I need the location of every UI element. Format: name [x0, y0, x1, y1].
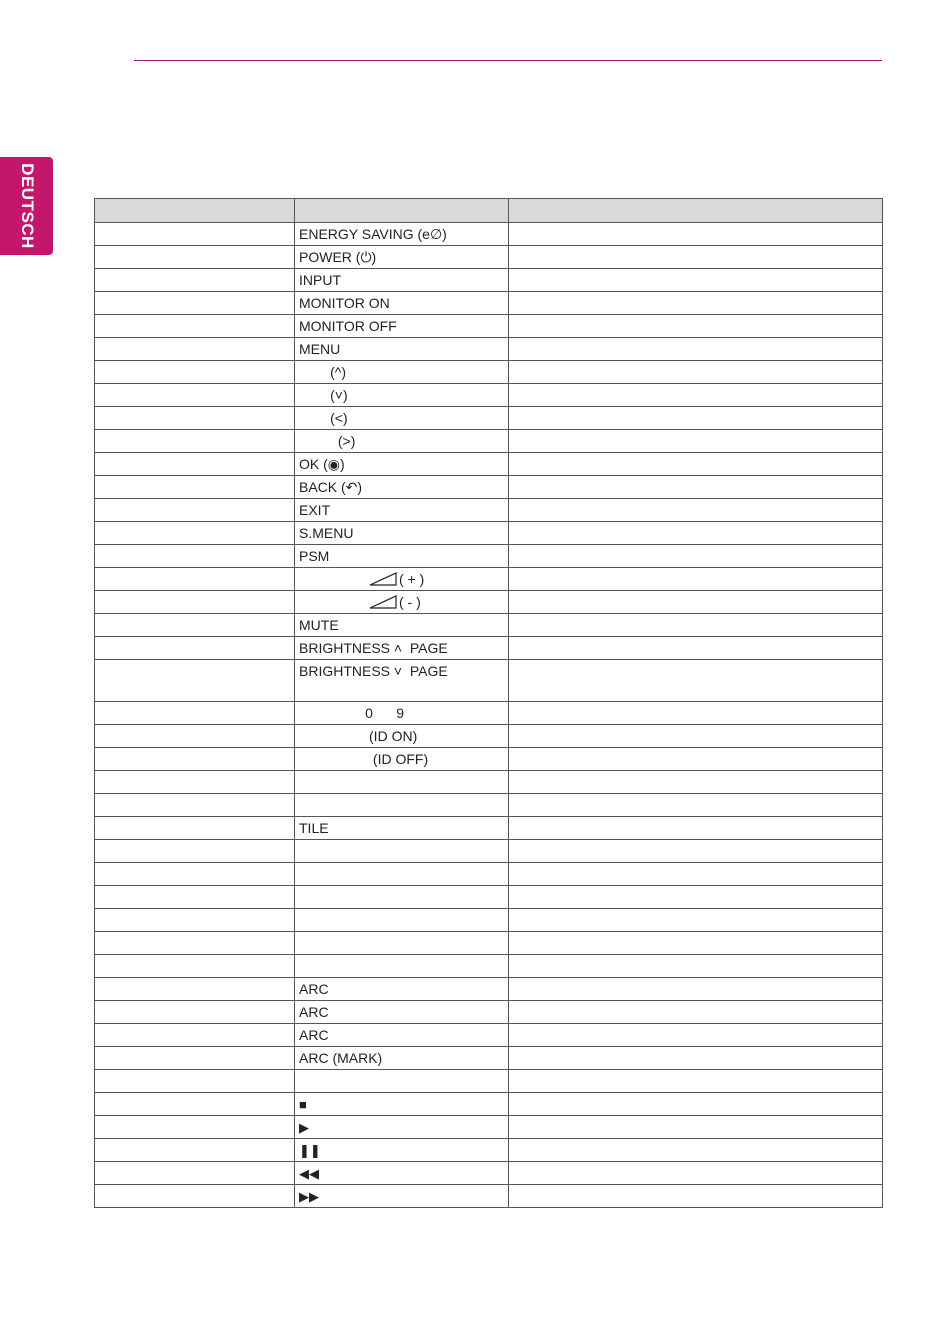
function-cell — [95, 1024, 295, 1047]
table-row — [95, 978, 883, 1001]
description-cell — [509, 361, 883, 384]
header-rule — [134, 60, 882, 61]
table-row — [95, 725, 883, 748]
function-cell — [95, 660, 295, 702]
key-cell — [295, 637, 509, 660]
function-cell — [95, 1162, 295, 1185]
key-cell — [295, 955, 509, 978]
function-cell — [95, 545, 295, 568]
key-label: EXIT — [299, 502, 331, 518]
description-cell — [509, 246, 883, 269]
function-cell — [95, 338, 295, 361]
key-cell — [295, 748, 509, 771]
description-cell — [509, 591, 883, 614]
description-cell — [509, 499, 883, 522]
description-cell — [509, 840, 883, 863]
key-cell — [295, 407, 509, 430]
description-cell — [509, 384, 883, 407]
key-cell — [295, 545, 509, 568]
key-cell — [295, 725, 509, 748]
header-cell-description — [509, 199, 883, 223]
table-row — [95, 315, 883, 338]
function-cell — [95, 223, 295, 246]
description-cell — [509, 637, 883, 660]
key-cell — [295, 315, 509, 338]
key-label: BACK (↶) — [299, 478, 363, 495]
key-label: TILE — [299, 820, 329, 836]
function-cell — [95, 1093, 295, 1116]
key-label: (ID OFF) — [299, 751, 429, 767]
description-cell — [509, 315, 883, 338]
description-cell — [509, 453, 883, 476]
table-row — [95, 863, 883, 886]
key-cell — [295, 702, 509, 725]
table-row — [95, 223, 883, 246]
description-cell — [509, 748, 883, 771]
key-cell — [295, 384, 509, 407]
description-cell — [509, 1047, 883, 1070]
description-cell — [509, 614, 883, 637]
function-cell — [95, 476, 295, 499]
description-cell — [509, 545, 883, 568]
function-cell — [95, 840, 295, 863]
description-cell — [509, 1116, 883, 1139]
function-cell — [95, 522, 295, 545]
key-label: (ID ON) — [299, 728, 418, 744]
table-row — [95, 453, 883, 476]
description-cell — [509, 223, 883, 246]
description-cell — [509, 1024, 883, 1047]
key-cell — [295, 909, 509, 932]
table-row — [95, 499, 883, 522]
description-cell — [509, 886, 883, 909]
function-cell — [95, 269, 295, 292]
function-cell — [95, 315, 295, 338]
key-label: OK (◉) — [299, 455, 345, 472]
description-cell — [509, 863, 883, 886]
key-cell — [295, 660, 509, 702]
table-row — [95, 1116, 883, 1139]
table-row — [95, 1001, 883, 1024]
key-label: MONITOR OFF — [299, 318, 397, 334]
key-cell — [295, 223, 509, 246]
table-row — [95, 660, 883, 702]
key-cell — [295, 1185, 509, 1208]
key-cell — [295, 817, 509, 840]
table-row — [95, 614, 883, 637]
table-row — [95, 338, 883, 361]
key-label: INPUT — [299, 272, 341, 288]
table-row — [95, 1093, 883, 1116]
function-cell — [95, 702, 295, 725]
function-cell — [95, 246, 295, 269]
table-header-row — [95, 199, 883, 223]
key-cell — [295, 292, 509, 315]
key-cell — [295, 1024, 509, 1047]
function-cell — [95, 292, 295, 315]
function-cell — [95, 1070, 295, 1093]
function-cell — [95, 1139, 295, 1162]
key-label: MUTE — [299, 617, 339, 633]
table-row — [95, 591, 883, 614]
function-cell — [95, 407, 295, 430]
description-cell — [509, 978, 883, 1001]
key-label: (˅) — [299, 387, 348, 403]
function-cell — [95, 932, 295, 955]
pause-icon: ❚❚ — [299, 1142, 321, 1158]
table-row — [95, 771, 883, 794]
table-row — [95, 637, 883, 660]
table-row — [95, 545, 883, 568]
header-cell-function — [95, 199, 295, 223]
key-label: (<) — [299, 410, 348, 426]
key-cell — [295, 591, 509, 614]
rewind-icon: ◀◀ — [299, 1165, 319, 1181]
key-label: ARC — [299, 1027, 329, 1043]
table-row — [95, 794, 883, 817]
function-cell — [95, 863, 295, 886]
key-label: POWER (⏻) — [299, 248, 377, 265]
play-icon: ▶ — [299, 1119, 309, 1135]
volume-icon — [369, 572, 397, 586]
function-cell — [95, 748, 295, 771]
function-cell — [95, 955, 295, 978]
function-cell — [95, 794, 295, 817]
table-row — [95, 476, 883, 499]
table-row — [95, 292, 883, 315]
key-cell — [295, 430, 509, 453]
description-cell — [509, 909, 883, 932]
key-label: BRIGHTNESS ˅ PAGE — [299, 663, 448, 679]
key-cell — [295, 522, 509, 545]
table-row — [95, 1047, 883, 1070]
function-cell — [95, 909, 295, 932]
description-cell — [509, 1185, 883, 1208]
description-cell — [509, 932, 883, 955]
description-cell — [509, 1070, 883, 1093]
key-label: ENERGY SAVING (e∅) — [299, 225, 447, 242]
remote-key-table — [94, 198, 883, 1208]
description-cell — [509, 702, 883, 725]
table-row — [95, 568, 883, 591]
description-cell — [509, 568, 883, 591]
fast-forward-icon: ▶▶ — [299, 1188, 319, 1204]
key-label: MONITOR ON — [299, 295, 390, 311]
key-label: ARC (MARK) — [299, 1050, 383, 1066]
table-row — [95, 909, 883, 932]
description-cell — [509, 522, 883, 545]
description-cell — [509, 725, 883, 748]
table-row — [95, 1024, 883, 1047]
key-cell — [295, 932, 509, 955]
key-label: PSM — [299, 548, 330, 564]
function-cell — [95, 1185, 295, 1208]
table-row — [95, 886, 883, 909]
key-label: S.MENU — [299, 525, 354, 541]
function-cell — [95, 637, 295, 660]
stop-icon: ■ — [299, 1097, 307, 1112]
table-row — [95, 702, 883, 725]
volume-icon — [369, 595, 397, 609]
description-cell — [509, 1139, 883, 1162]
description-cell — [509, 955, 883, 978]
key-label: BRIGHTNESS ˄ PAGE — [299, 640, 448, 656]
key-cell — [295, 1162, 509, 1185]
function-cell — [95, 978, 295, 1001]
table-row — [95, 817, 883, 840]
key-label: MENU — [299, 341, 341, 357]
table-row — [95, 522, 883, 545]
description-cell — [509, 430, 883, 453]
description-cell — [509, 1001, 883, 1024]
function-cell — [95, 361, 295, 384]
key-cell — [295, 863, 509, 886]
function-cell — [95, 453, 295, 476]
header-cell-key — [295, 199, 509, 223]
function-cell — [95, 430, 295, 453]
description-cell — [509, 407, 883, 430]
table-row — [95, 932, 883, 955]
function-cell — [95, 384, 295, 407]
key-cell — [295, 1116, 509, 1139]
description-cell — [509, 292, 883, 315]
key-cell — [295, 453, 509, 476]
description-cell — [509, 771, 883, 794]
table-row — [95, 955, 883, 978]
key-label: ( - ) — [399, 594, 421, 610]
description-cell — [509, 794, 883, 817]
table-row — [95, 361, 883, 384]
key-cell — [295, 840, 509, 863]
key-label: 0 9 — [299, 705, 405, 721]
function-cell — [95, 1001, 295, 1024]
description-cell — [509, 660, 883, 702]
key-cell — [295, 476, 509, 499]
key-cell — [295, 269, 509, 292]
key-cell — [295, 568, 509, 591]
key-label: ARC — [299, 981, 329, 997]
key-cell — [295, 361, 509, 384]
function-cell — [95, 499, 295, 522]
key-label: (^) — [299, 364, 347, 380]
table-row — [95, 246, 883, 269]
table-row — [95, 407, 883, 430]
table-row — [95, 840, 883, 863]
key-cell — [295, 499, 509, 522]
description-cell — [509, 817, 883, 840]
function-cell — [95, 591, 295, 614]
table-row — [95, 1139, 883, 1162]
key-cell — [295, 794, 509, 817]
description-cell — [509, 476, 883, 499]
key-cell — [295, 1070, 509, 1093]
key-cell — [295, 614, 509, 637]
key-cell — [295, 1047, 509, 1070]
table-row — [95, 748, 883, 771]
function-cell — [95, 725, 295, 748]
table-row — [95, 269, 883, 292]
key-cell — [295, 771, 509, 794]
function-cell — [95, 771, 295, 794]
description-cell — [509, 1162, 883, 1185]
description-cell — [509, 1093, 883, 1116]
key-cell — [295, 1093, 509, 1116]
language-tab-label: DEUTSCH — [18, 163, 37, 249]
key-cell — [295, 886, 509, 909]
description-cell — [509, 269, 883, 292]
table-row — [95, 1185, 883, 1208]
key-cell — [295, 1139, 509, 1162]
key-cell — [295, 978, 509, 1001]
key-label: ( + ) — [399, 571, 425, 587]
description-cell — [509, 338, 883, 361]
function-cell — [95, 1116, 295, 1139]
function-cell — [95, 614, 295, 637]
table-row — [95, 1162, 883, 1185]
key-label: (>) — [299, 433, 356, 449]
function-cell — [95, 886, 295, 909]
function-cell — [95, 568, 295, 591]
key-label: ARC — [299, 1004, 329, 1020]
key-cell — [295, 338, 509, 361]
function-cell — [95, 1047, 295, 1070]
table-row — [95, 430, 883, 453]
table-row — [95, 384, 883, 407]
key-cell — [295, 1001, 509, 1024]
table-row — [95, 1070, 883, 1093]
key-cell — [295, 246, 509, 269]
language-tab — [0, 157, 53, 255]
function-cell — [95, 817, 295, 840]
